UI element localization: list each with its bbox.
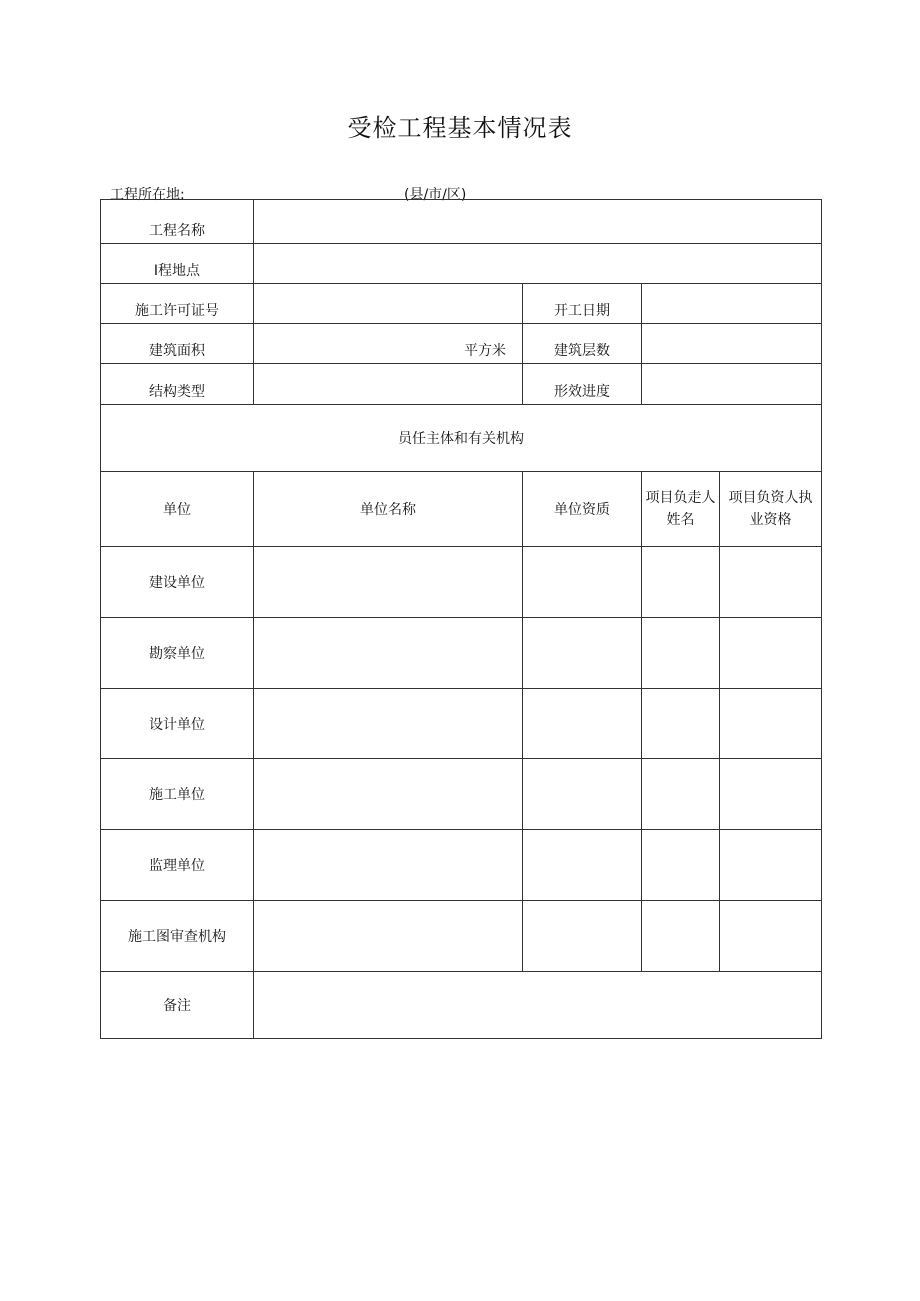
project-name-field[interactable] xyxy=(254,200,822,244)
unit-label-design: 设计单位 xyxy=(101,689,254,759)
structure-type-label: 结构类型 xyxy=(101,364,254,405)
project-location-label: 工程所在地: xyxy=(110,187,185,203)
unit-qualification-field[interactable] xyxy=(523,830,642,901)
table-row xyxy=(101,689,822,759)
manager-cert-field[interactable] xyxy=(720,618,822,689)
area-unit: 平方米 xyxy=(464,343,506,359)
unit-name-field[interactable] xyxy=(254,689,523,759)
remarks-field[interactable] xyxy=(254,972,822,1039)
building-area-label: 建筑面积 xyxy=(101,324,254,364)
table-row xyxy=(101,830,822,901)
building-area-field[interactable] xyxy=(254,324,523,364)
manager-name-field[interactable] xyxy=(642,759,720,830)
manager-name-field[interactable] xyxy=(642,689,720,759)
unit-qualification-field[interactable] xyxy=(523,689,642,759)
col-header-manager-cert xyxy=(720,472,822,547)
row-remarks xyxy=(101,972,822,1039)
unit-qualification-field[interactable] xyxy=(523,547,642,618)
col-header-manager-name-text: 项目负走人姓名 xyxy=(645,490,716,528)
col-header-unit-name: 单位名称 xyxy=(254,472,523,547)
start-date-label: 开工日期 xyxy=(523,284,642,324)
row-structure xyxy=(101,364,822,405)
unit-label-survey: 勘察单位 xyxy=(101,618,254,689)
table-row xyxy=(101,618,822,689)
manager-cert-field[interactable] xyxy=(720,759,822,830)
start-date-field[interactable] xyxy=(642,284,822,324)
table-row xyxy=(101,759,822,830)
row-area xyxy=(101,324,822,364)
col-header-manager-name xyxy=(642,472,720,547)
col-header-manager-cert-text: 项目负资人执业资格 xyxy=(728,490,813,528)
unit-name-field[interactable] xyxy=(254,759,523,830)
row-permit xyxy=(101,284,822,324)
section-title: 员任主体和有关机构 xyxy=(101,405,822,472)
structure-type-field[interactable] xyxy=(254,364,523,405)
table-row xyxy=(101,547,822,618)
project-info-table xyxy=(100,199,822,1039)
unit-label-supervision: 监理单位 xyxy=(101,830,254,901)
row-project-name xyxy=(101,200,822,244)
unit-label-contractor: 施工单位 xyxy=(101,759,254,830)
row-project-site xyxy=(101,244,822,284)
unit-name-field[interactable] xyxy=(254,618,523,689)
unit-qualification-field[interactable] xyxy=(523,759,642,830)
floors-field[interactable] xyxy=(642,324,822,364)
floors-label: 建筑层数 xyxy=(523,324,642,364)
remarks-label: 备注 xyxy=(101,972,254,1039)
manager-cert-field[interactable] xyxy=(720,547,822,618)
project-name-label: 工程名称 xyxy=(101,200,254,244)
unit-label-construction: 建设单位 xyxy=(101,547,254,618)
project-location-suffix: (县/市/区) xyxy=(404,187,467,203)
unit-name-field[interactable] xyxy=(254,901,523,972)
permit-number-label: 施工许可证号 xyxy=(101,284,254,324)
unit-qualification-field[interactable] xyxy=(523,901,642,972)
progress-label: 形效进度 xyxy=(523,364,642,405)
project-site-field[interactable] xyxy=(254,244,822,284)
table-row xyxy=(101,901,822,972)
manager-cert-field[interactable] xyxy=(720,830,822,901)
col-header-qualification: 单位资质 xyxy=(523,472,642,547)
unit-qualification-field[interactable] xyxy=(523,618,642,689)
manager-name-field[interactable] xyxy=(642,618,720,689)
row-section-title xyxy=(101,405,822,472)
col-header-unit: 单位 xyxy=(101,472,254,547)
project-site-label: I程地点 xyxy=(101,244,254,284)
manager-name-field[interactable] xyxy=(642,830,720,901)
row-column-headers xyxy=(101,472,822,547)
progress-field[interactable] xyxy=(642,364,822,405)
unit-name-field[interactable] xyxy=(254,830,523,901)
manager-cert-field[interactable] xyxy=(720,901,822,972)
unit-name-field[interactable] xyxy=(254,547,523,618)
permit-number-field[interactable] xyxy=(254,284,523,324)
manager-name-field[interactable] xyxy=(642,901,720,972)
page-title: 受检工程基本情况表 xyxy=(347,114,573,142)
unit-label-drawing-review: 施工图审查机构 xyxy=(101,901,254,972)
manager-cert-field[interactable] xyxy=(720,689,822,759)
manager-name-field[interactable] xyxy=(642,547,720,618)
